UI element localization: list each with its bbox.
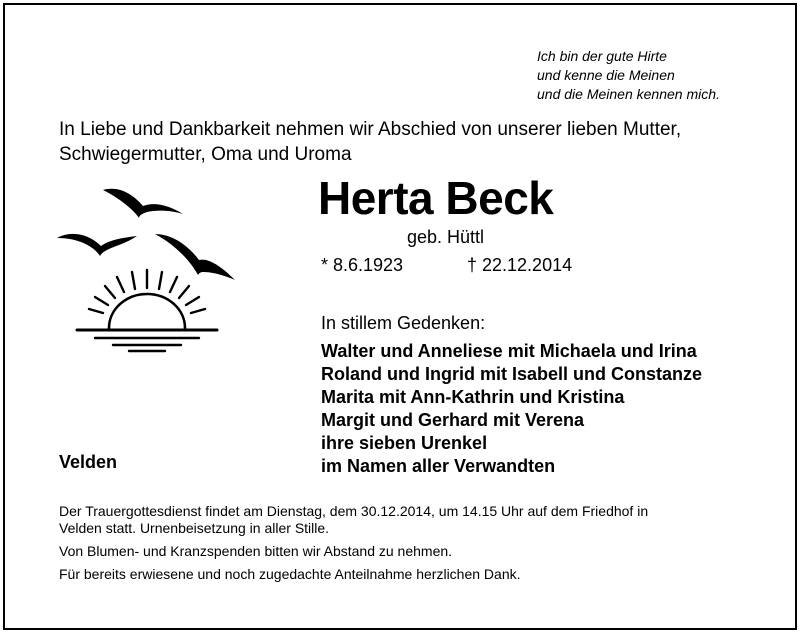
info-line: Der Trauergottesdienst findet am Dienstag, dem 30.12.2014, um 14.15 Uhr auf dem Friedhof in [59, 503, 649, 519]
sunset-with-seagulls-icon [55, 178, 240, 353]
seagull-icon [57, 234, 137, 256]
birth-date: * 8.6.1923 [321, 255, 404, 275]
mourners-list [321, 340, 702, 478]
maiden-name: geb. Hüttl [407, 227, 485, 247]
mourner-line: Margit und Gerhard mit Verena [321, 410, 585, 430]
info-line: Von Blumen- und Kranzspenden bitten wir Abstand zu nehmen. [59, 543, 453, 559]
intro-line: In Liebe und Dankbarkeit nehmen wir Abschied von unserer lieben Mutter, [59, 119, 682, 140]
quote-line: Ich bin der gute Hirte [537, 48, 667, 64]
mourner-line: Walter und Anneliese mit Michaela und Irina [321, 341, 697, 361]
info-line: Velden statt. Urnenbeisetzung in aller Stille. [59, 520, 330, 536]
quote-line: und die Meinen kennen mich. [537, 86, 720, 102]
seagull-icon [155, 234, 235, 280]
town-name: Velden [59, 452, 118, 472]
funeral-info [59, 503, 648, 583]
intro-text [59, 117, 681, 167]
quote-line: und kenne die Meinen [537, 67, 675, 83]
death-date: † 22.12.2014 [467, 255, 573, 275]
seagull-icon [103, 189, 183, 218]
mourner-line: Marita mit Ann-Kathrin und Kristina [321, 387, 625, 407]
mourner-line: ihre sieben Urenkel [321, 433, 488, 453]
bible-quote [537, 47, 720, 104]
info-line: Für bereits erwiesene und noch zugedachte Anteilnahme herzlichen Dank. [59, 566, 521, 582]
mourner-line: Roland und Ingrid mit Isabell und Constanze [321, 364, 703, 384]
memory-label: In stillem Gedenken: [321, 313, 486, 333]
deceased-name: Herta Beck [318, 172, 554, 224]
intro-line: Schwiegermutter, Oma und Uroma [59, 144, 352, 165]
mourner-line: im Namen aller Verwandten [321, 456, 556, 476]
